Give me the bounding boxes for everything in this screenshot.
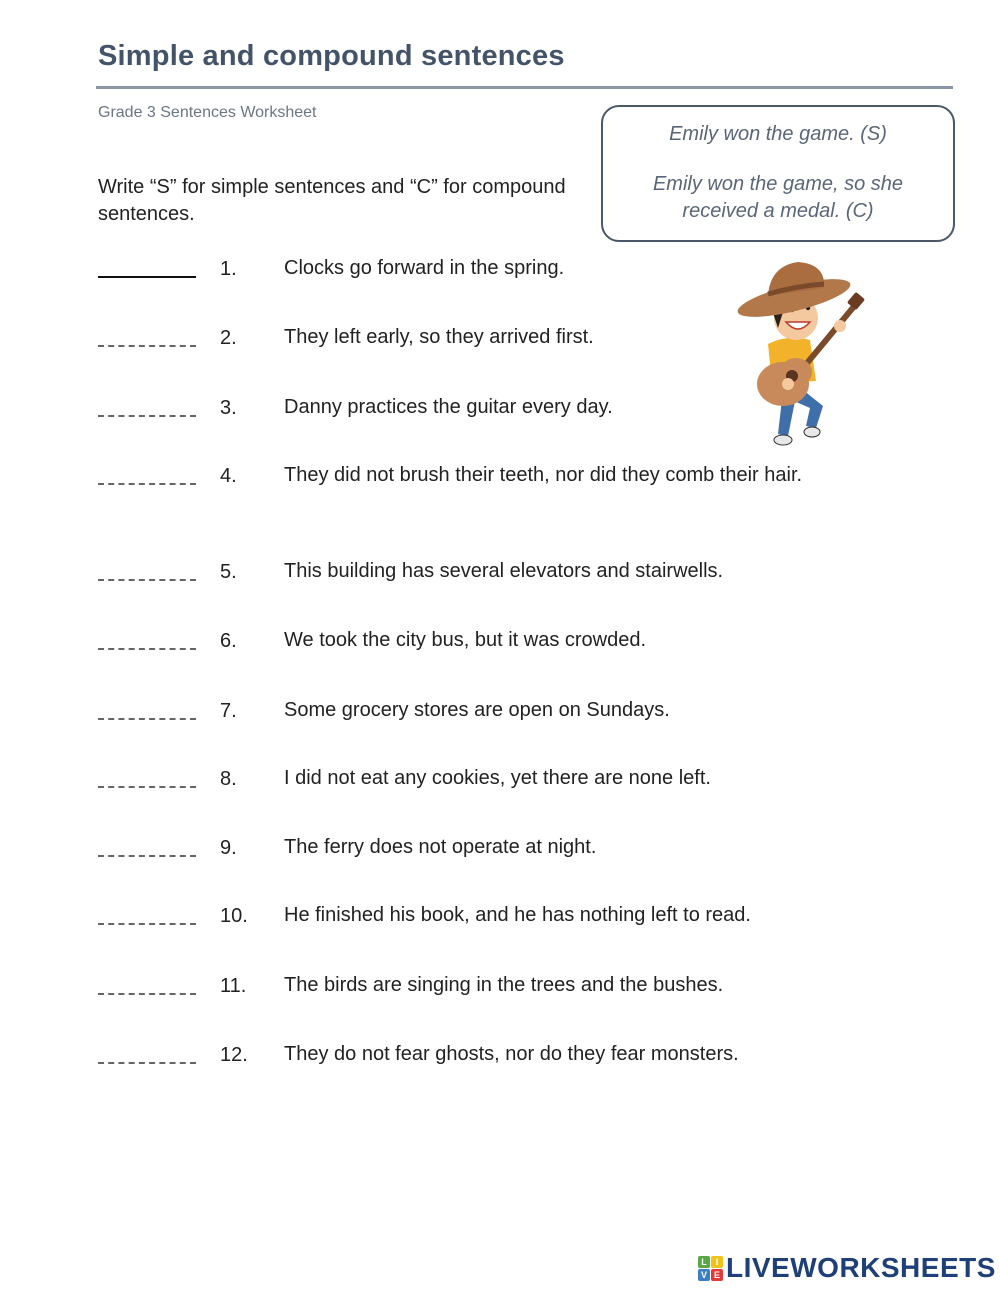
answer-blank[interactable] [98, 345, 196, 347]
question-text: They did not brush their teeth, nor did they comb their hair. [284, 464, 803, 486]
example-simple: Emily won the game. (S) [669, 123, 887, 145]
answer-blank[interactable] [98, 786, 196, 788]
title-rule [96, 86, 953, 89]
question-number: 2. [220, 327, 237, 349]
question-text: Some grocery stores are open on Sundays. [284, 699, 670, 721]
question-text: Danny practices the guitar every day. [284, 396, 613, 418]
question-number: 8. [220, 768, 237, 790]
answer-blank[interactable] [98, 718, 196, 720]
question-text: We took the city bus, but it was crowded. [284, 629, 647, 651]
question-text: He finished his book, and he has nothing left to read. [284, 904, 751, 926]
liveworksheets-logo[interactable] [698, 1253, 996, 1283]
logo-letter-i: I [711, 1256, 723, 1268]
question-text: The birds are singing in the trees and the bushes. [284, 974, 724, 996]
question-number: 6. [220, 630, 237, 652]
answer-blank[interactable] [98, 993, 196, 995]
question-number: 9. [220, 837, 237, 859]
instructions: Write “S” for simple sentences and “C” for compound sentences. [98, 176, 566, 225]
answer-blank[interactable] [98, 415, 196, 417]
answer-blank[interactable] [98, 923, 196, 925]
answer-blank[interactable] [98, 1062, 196, 1064]
answer-blank[interactable] [98, 648, 196, 650]
logo-letter-e: E [711, 1269, 723, 1281]
question-number: 5. [220, 561, 237, 583]
question-number: 7. [220, 700, 237, 722]
boy-with-guitar-icon [728, 256, 874, 456]
worksheet-subtitle: Grade 3 Sentences Worksheet [98, 104, 317, 121]
question-number: 4. [220, 465, 237, 487]
question-number: 11. [220, 975, 247, 997]
question-text: I did not eat any cookies, yet there are none left. [284, 767, 711, 789]
question-number: 1. [220, 258, 237, 280]
logo-letter-l: L [698, 1256, 710, 1268]
question-text: They do not fear ghosts, nor do they fear monsters. [284, 1043, 739, 1065]
example-compound-line1: Emily won the game, so she [652, 173, 904, 195]
question-text: Clocks go forward in the spring. [284, 257, 565, 279]
answer-blank[interactable] [98, 579, 196, 581]
page-title: Simple and compound sentences [98, 40, 565, 72]
answer-blank[interactable] [98, 276, 196, 278]
logo-text: LIVEWORKSHEETS [726, 1252, 996, 1283]
question-text: The ferry does not operate at night. [284, 836, 597, 858]
example-compound-line2: received a medal. (C) [682, 200, 874, 222]
example-compound [603, 171, 953, 225]
answer-blank[interactable] [98, 855, 196, 857]
answer-blank[interactable] [98, 483, 196, 485]
question-text: This building has several elevators and stairwells. [284, 560, 724, 582]
question-number: 10. [220, 905, 248, 927]
question-number: 12. [220, 1044, 248, 1066]
question-number: 3. [220, 397, 237, 419]
question-text: They left early, so they arrived first. [284, 326, 594, 348]
example-box [601, 105, 955, 242]
live-grid-icon [698, 1256, 723, 1281]
logo-letter-v: V [698, 1269, 710, 1281]
